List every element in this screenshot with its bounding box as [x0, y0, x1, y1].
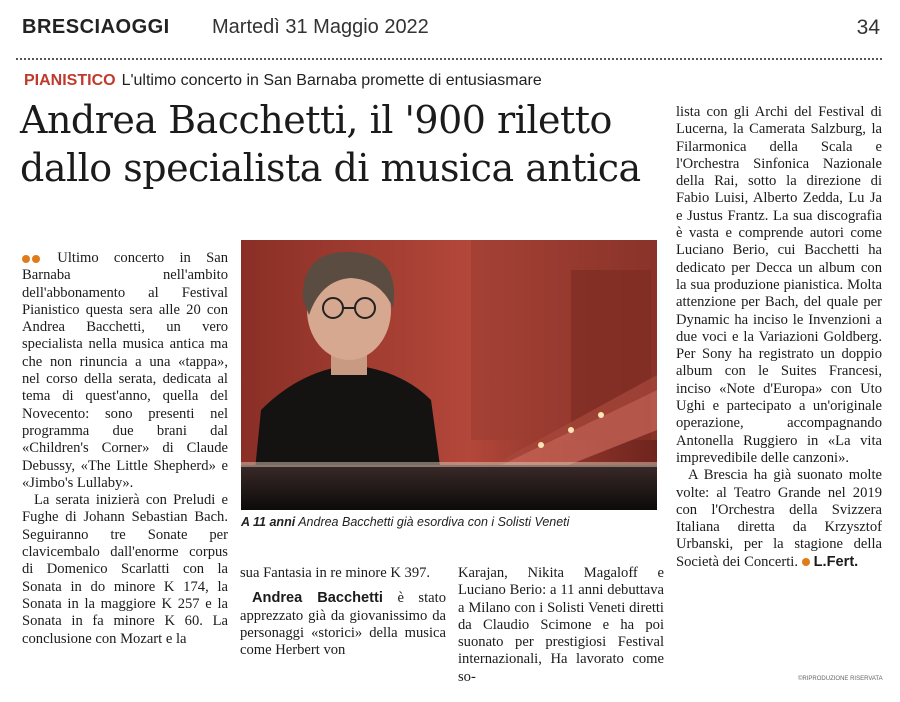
- paragraph: La serata inizierà con Preludi e Fughe di Johann Sebastian Bach. Seguiranno tre Sonate per clavicembalo dall'enorme corpus di Domenico Scarlatti con la Sonata in do minore K 174, la Sonata in la maggiore K 257 e la Sonata in fa minore K 60. La conclusione con Mozart e la: [22, 492, 228, 647]
- article-column-1: [22, 250, 228, 648]
- caption-lead: A 11 anni: [241, 515, 296, 529]
- kicker-text: L'ultimo concerto in San Barnaba promette di entusiasmare: [121, 72, 542, 89]
- paragraph-text: è stato apprezzato già da giovanissimo da personaggi «storici» della musica come Herbert von: [240, 590, 446, 659]
- paragraph-text: A Brescia ha già suonato molte volte: al Teatro Grande nel 2019 con l'Orchestra della Svizzera Italiana diretta da Krzysztof Urbanski, per la stagione della Società dei Concerti.: [676, 467, 882, 570]
- paragraph: Karajan, Nikita Magaloff e Luciano Berio: a 11 anni debuttava a Milano con i Solisti Veneti diretti da Claudio Scimone e ha poi suonato per prestigiosi Festival internazionali, Ha lavorato come so-: [458, 565, 664, 685]
- article-column-3: [458, 565, 664, 686]
- paragraph: lista con gli Archi del Festival di Lucerna, la Camerata Salzburg, la Filarmonica della Scala e l'Orchestra Sinfonica Nazionale della Rai, sotto la direzione di Fabio Luisi, Alberto Zedda, Lu Ja e Justus Frantz. La sua discografia è vasta e comprende autori come Luciano Berio, cui Bacchetti ha dedicato per Decca un album con la sua produzione pianistica. Molta attenzione per Bach, del quale per Dynamic ha inciso le Invenzioni a due voci e la Variazioni Goldberg. Per Sony ha registrato un doppio album con le Suites Francesi, inciso «Note d'Europa» con Uto Ughi e partecipato a un'originale operazione, accompagnando Antonella Ruggiero in «La vita imprevedibile delle canzoni».: [676, 104, 882, 466]
- paragraph: [676, 467, 882, 571]
- masthead: [16, 10, 884, 46]
- dotted-rule: [16, 58, 882, 60]
- paragraph: [240, 590, 446, 659]
- pianist-photo-illustration: [241, 240, 657, 510]
- paragraph-text: Ultimo concerto in San Barnaba nell'ambito dell'abbonamento al Festival Pianistico questa sera alle 20 con Andrea Bacchetti, un vero specialista nella musica antica ma che non rinuncia a una «tappa», nel corso della serata, dedicata al tema di quest'anno, quella del Novecento: sono presenti nel programma due brani dal «Children's Corner» di Claude Debussy, «The Little Shepherd» e «Jimbo's Lullaby».: [22, 250, 228, 491]
- newspaper-name: BRESCIAOGGI: [22, 16, 170, 38]
- article-photo: [241, 240, 657, 510]
- headline-line-2: dallo specialista di musica antica: [20, 146, 641, 190]
- article-column-4: [676, 104, 882, 571]
- section-tag: PIANISTICO: [24, 72, 116, 89]
- page-number: 34: [856, 16, 880, 39]
- paragraph-lead: Andrea Bacchetti: [252, 590, 383, 607]
- headline: [20, 96, 660, 192]
- paragraph: [22, 250, 228, 492]
- kicker: [24, 72, 542, 90]
- bullet-icon: [32, 255, 40, 263]
- caption-text: Andrea Bacchetti già esordiva con i Solisti Veneti: [298, 515, 570, 529]
- paragraph: sua Fantasia in re minore K 397.: [240, 565, 431, 581]
- author-signature: L.Fert.: [813, 553, 859, 570]
- copyright-notice: ©RIPRODUZIONE RISERVATA: [798, 676, 883, 682]
- bullet-icon: [22, 255, 30, 263]
- bullet-icon: [802, 558, 810, 566]
- headline-line-1: Andrea Bacchetti, il '900 riletto: [20, 98, 612, 142]
- article-column-2: [240, 565, 446, 659]
- issue-date: Martedì 31 Maggio 2022: [212, 16, 429, 38]
- photo-caption: [241, 515, 661, 529]
